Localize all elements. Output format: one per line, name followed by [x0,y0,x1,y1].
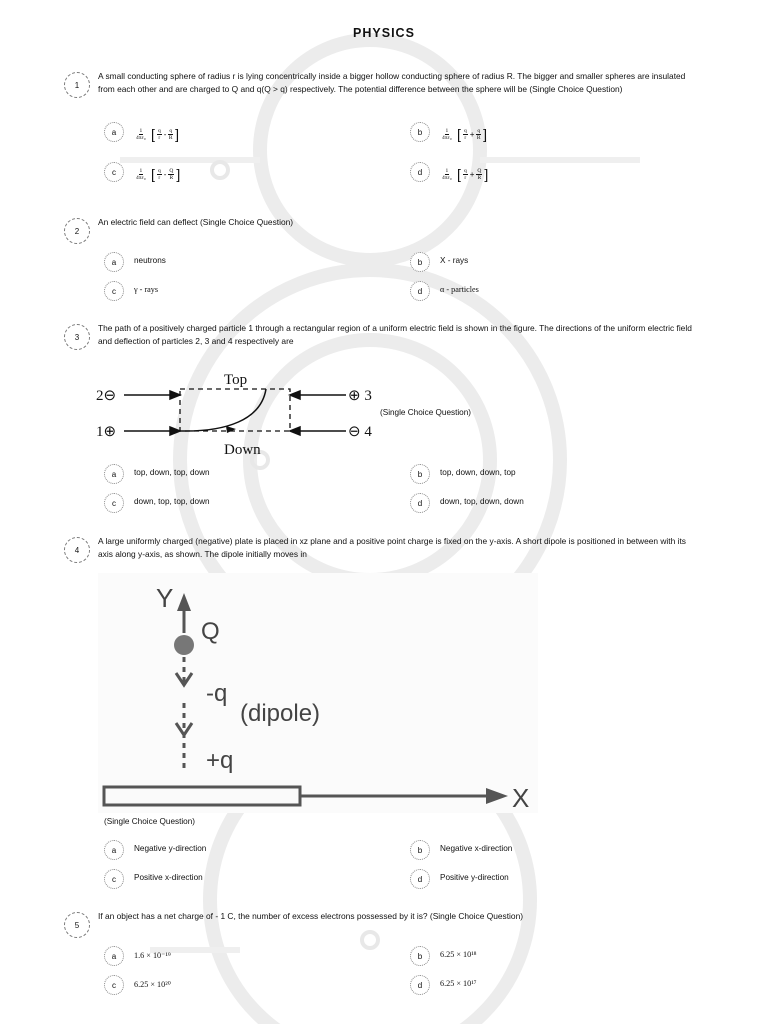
option-bubble[interactable]: a [104,946,124,966]
option-text: top, down, down, top [440,468,516,477]
option-d[interactable] [410,162,700,192]
question-text: The path of a positively charged particle 1 through a rectangular region of a uniform electric field is shown in the figure. The directions of the uniform electric field and deflection of particles 2, 3 and 4 respectively are [98,323,692,346]
question-number: 2 [64,218,90,244]
option-bubble[interactable]: d [410,162,430,182]
option-text: down, top, down, down [440,497,524,506]
option-c[interactable] [104,162,394,192]
option-bubble[interactable]: d [410,975,430,995]
question-type-note: (Single Choice Question) [380,408,472,417]
figure-particle-2: 2⊖ [96,388,117,404]
figure-particle-3: ⊕ 3 [348,388,372,404]
option-bubble[interactable]: a [104,122,124,142]
option-bubble[interactable]: c [104,975,124,995]
page-title: PHYSICS [353,26,415,40]
question-5 [60,910,710,1005]
figure-particle-1: 1⊕ [96,424,117,440]
option-d[interactable] [410,281,700,301]
question-1 [60,70,710,200]
option-text: 1.6 × 10⁻¹⁹ [134,951,171,960]
option-text: down, top, top, down [134,497,210,506]
option-formula: $\frac{1}{\text{4πε₀}}$ [ $\frac{q}{r}$ - $\frac{Q}{R}$ ] [136,166,181,182]
option-text: Negative y-direction [134,844,207,853]
option-bubble[interactable]: b [410,122,430,142]
option-bubble[interactable]: c [104,493,124,513]
question-type-note: (Single Choice Question) [104,817,196,826]
option-formula: $\frac{1}{\text{4πε₀}}$ [ $\frac{q}{r}$ - $\frac{q}{R}$ ] [136,126,179,142]
option-text: 6.25 × 10¹⁸ [440,950,477,959]
figure-particle-4: ⊖ 4 [348,424,372,440]
figure-dipole-label: (dipole) [240,700,321,727]
option-c[interactable] [104,281,394,301]
figure-label-top: Top [224,372,248,388]
figure-y-axis-label: Y [156,583,174,613]
option-text: Positive x-direction [134,873,203,882]
option-text: Negative x-direction [440,844,513,853]
question-text: An electric field can deflect (Single Choice Question) [98,217,294,227]
question-number: 5 [64,912,90,938]
question-number: 1 [64,72,90,98]
figure-charge-q: Q [201,618,220,645]
option-c[interactable] [104,493,394,513]
option-c[interactable] [104,869,394,889]
field-deflection-figure [96,370,396,458]
option-bubble[interactable]: c [104,869,124,889]
option-bubble[interactable]: b [410,946,430,966]
option-d[interactable] [410,975,700,995]
option-d[interactable] [410,493,700,513]
option-text: Positive y-direction [440,873,509,882]
option-b[interactable] [410,464,700,484]
figure-minus-q: -q [206,680,228,707]
option-b[interactable] [410,122,700,152]
option-b[interactable] [410,252,700,272]
option-text: neutrons [134,256,166,265]
question-number: 3 [64,324,90,350]
option-a[interactable] [104,464,394,484]
question-text: A large uniformly charged (negative) plate is placed in xz plane and a positive point charge is fixed on the y-axis. A short dipole is positioned in between with its axis along y-axis, as shown. The dipole initially moves in [98,536,686,559]
option-formula: $\frac{1}{\text{4πε₀}}$ [ $\frac{q}{r}$ + $\frac{Q}{R}$ ] [442,166,489,182]
option-text: X - rays [440,256,469,265]
question-text: If an object has a net charge of - 1 C, the number of excess electrons possessed by it is? (Single Choice Question) [98,911,524,921]
field-region [180,389,290,431]
option-d[interactable] [410,869,700,889]
charged-plate [104,787,300,805]
option-bubble[interactable]: a [104,840,124,860]
option-a[interactable] [104,946,394,966]
option-bubble[interactable]: c [104,162,124,182]
question-3 [60,322,710,522]
particle-path [180,389,266,431]
option-a[interactable] [104,252,394,272]
option-text: 6.25 × 10¹⁷ [440,979,477,988]
dipole-figure [98,573,538,813]
option-bubble[interactable]: b [410,840,430,860]
option-b[interactable] [410,946,700,966]
figure-label-down: Down [224,442,261,458]
option-bubble[interactable]: b [410,464,430,484]
option-bubble[interactable]: d [410,869,430,889]
option-a[interactable] [104,122,394,152]
option-bubble[interactable]: d [410,493,430,513]
option-bubble[interactable]: d [410,281,430,301]
option-text: 6.25 × 10²⁰ [134,980,171,989]
option-bubble[interactable]: a [104,464,124,484]
question-2 [60,216,710,306]
option-c[interactable] [104,975,394,995]
option-bubble[interactable]: a [104,252,124,272]
point-charge [174,635,194,655]
question-text: A small conducting sphere of radius r is lying concentrically inside a bigger hollow conducting sphere of radius R. The bigger and smaller spheres are insulated from each other and are charged to Q and q(Q > q) respectively. The potential difference between the sphere will be (Single Choice Question) [98,71,686,94]
option-a[interactable] [104,840,394,860]
option-bubble[interactable]: c [104,281,124,301]
figure-plus-q: +q [206,747,234,774]
option-text: α - particles [440,285,479,294]
option-text: top, down, top, down [134,468,210,477]
option-bubble[interactable]: b [410,252,430,272]
question-number: 4 [64,537,90,563]
option-text: γ - rays [134,285,159,294]
option-formula: $\frac{1}{\text{4πε₀}}$ [ $\frac{q}{r}$ + $\frac{q}{R}$ ] [442,126,487,142]
figure-x-axis-label: X [512,783,530,813]
question-4 [60,535,710,890]
option-b[interactable] [410,840,700,860]
